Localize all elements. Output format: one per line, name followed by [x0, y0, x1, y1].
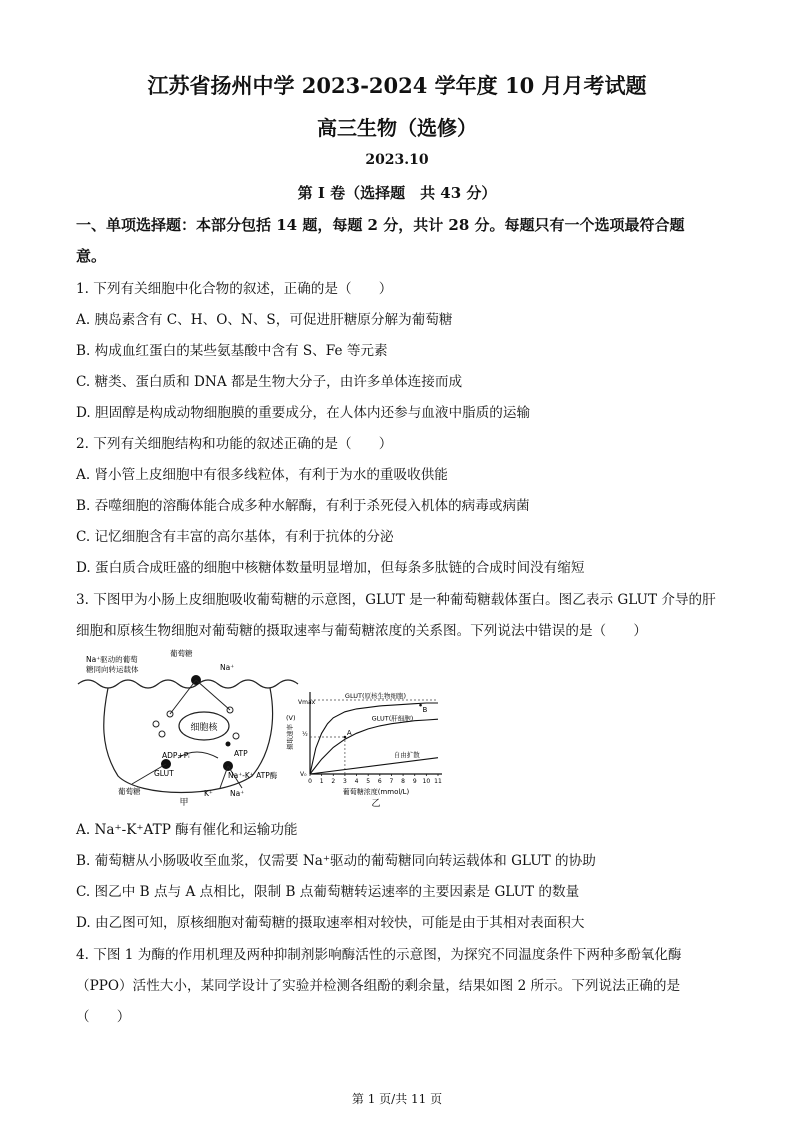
- point-a: [344, 736, 347, 739]
- q3-option-a: A. Na⁺-K⁺ATP 酶有催化和运输功能: [76, 822, 298, 838]
- q2-option-c: C. 记忆细胞含有丰富的高尔基体，有利于抗体的分泌: [76, 529, 394, 545]
- transporter-label-2: 糖同向转运载体: [86, 665, 139, 674]
- microvilli-membrane: [78, 680, 298, 688]
- x-tick-label: 9: [412, 778, 417, 785]
- series-line-1: [310, 703, 438, 774]
- series-label-3: 自由扩散: [393, 750, 420, 759]
- q2-option-d: D. 蛋白质合成旺盛的细胞中核糖体数量明显增加，但每条多肽链的合成时间没有缩短: [76, 560, 585, 576]
- tick-group: [308, 774, 442, 785]
- q3-option-d: D. 由乙图可知，原核细胞对葡萄糖的摄取速率相对较快，可能是由于其相对表面积大: [76, 915, 585, 931]
- glucose-bottom-label: 葡萄糖: [118, 787, 141, 796]
- y-half-label: ½: [302, 731, 308, 738]
- y-axis-prefix: (V): [286, 714, 296, 722]
- glucose-top-label: 葡萄糖: [170, 649, 193, 658]
- x-tick-label: 7: [389, 778, 394, 785]
- q4-stem-line2: （PPO）活性大小，某同学设计了实验并检测各组酚的剩余量，结果如图 2 所示。下列说法正确的是: [76, 978, 681, 994]
- q1-option-b: B. 构成血红蛋白的某些氨基酸中含有 S、Fe 等元素: [76, 343, 388, 359]
- q1-option-a: A. 胰岛素含有 C、H、O、N、S，可促进肝糖原分解为葡萄糖: [76, 312, 453, 328]
- grid-group: [310, 700, 438, 774]
- q3-stem-line1: 3. 下图甲为小肠上皮细胞吸收葡萄糖的示意图，GLUT 是一种葡萄糖载体蛋白。图乙表示 GLUT 介导的肝: [76, 592, 716, 608]
- x-tick-label: 10: [422, 778, 431, 785]
- figure-yi-caption: 乙: [371, 799, 381, 808]
- page-footer: 第 1 页/共 11 页: [351, 1092, 443, 1106]
- section-heading-line2: 意。: [76, 247, 107, 265]
- exam-subject: 高三生物（选修）: [317, 116, 477, 140]
- transporter-arrow-right: [196, 680, 230, 710]
- x-tick-label: 11: [434, 778, 442, 785]
- section-heading-line1: 一、单项选择题：本部分包括 14 题，每题 2 分，共计 28 分。每题只有一个选项最符合题: [76, 216, 685, 234]
- x-axis-label: 葡萄糖浓度(mmol/L): [342, 788, 410, 796]
- q3-stem-line2: 细胞和原核生物细胞对葡萄糖的摄取速率与葡萄糖浓度的关系图。下列说法中错误的是（ ）: [76, 623, 647, 639]
- glucose-symbol: [153, 721, 159, 727]
- series-label-2: GLUT(肝细胞): [371, 714, 414, 723]
- figure-yi-chart: [280, 680, 450, 808]
- q2-option-a: A. 肾小管上皮细胞中有很多线粒体，有利于为水的重吸收供能: [76, 467, 448, 483]
- exam-date: 2023.10: [365, 152, 429, 168]
- q4-stem-line1: 4. 下图 1 为酶的作用机理及两种抑制剂影响酶活性的示意图，为探究不同温度条件下两种多酚氧化酶: [76, 947, 682, 963]
- transporter-arrow-left: [170, 680, 196, 714]
- figure-jia-caption: 甲: [179, 798, 189, 808]
- q1-option-c: C. 糖类、蛋白质和 DNA 都是生物大分子，由许多单体连接而成: [76, 374, 463, 390]
- potassium-symbol: [226, 742, 231, 747]
- adp-label: ADP+Pᵢ: [162, 751, 190, 760]
- pump-arrow-k: [220, 766, 228, 788]
- sodium-bottom-label: Na⁺: [230, 789, 245, 798]
- volume-heading: 第 I 卷（选择题 共 43 分）: [297, 184, 497, 202]
- point-label-a: A: [346, 729, 352, 737]
- x-tick-label: 3: [342, 778, 347, 785]
- series-group: [310, 703, 438, 774]
- y-axis-label: 摄取速率: [286, 724, 294, 750]
- potassium-label: K⁺: [204, 789, 213, 798]
- nucleus-label: 细胞核: [190, 723, 218, 733]
- transporter-label-1: Na⁺驱动的葡萄: [86, 655, 138, 664]
- q2-stem: 2. 下列有关细胞结构和功能的叙述正确的是（ ）: [76, 436, 393, 452]
- sodium-symbol: [233, 733, 239, 739]
- point-label-b: B: [422, 706, 428, 715]
- x-tick-label: 0: [308, 778, 312, 785]
- glut-label: GLUT: [154, 769, 174, 778]
- q2-option-b: B. 吞噬细胞的溶酶体能合成多种水解酶，有利于杀死侵入机体的病毒或病菌: [76, 498, 530, 514]
- glucose-symbol: [159, 731, 165, 737]
- x-tick-label: 1: [319, 778, 324, 785]
- y-top-label: Vmax: [298, 699, 316, 706]
- x-tick-label: 5: [366, 778, 371, 785]
- series-label-1: GLUT(原核生物细胞): [344, 691, 407, 700]
- x-tick-label: 8: [401, 778, 406, 785]
- point-b: [419, 704, 422, 707]
- pump-label: Na⁺-K⁺ ATP酶: [228, 771, 278, 780]
- atp-label: ATP: [234, 749, 248, 758]
- exam-title: 江苏省扬州中学 2023-2024 学年度 10 月月考试题: [147, 73, 647, 98]
- y-origin-label: V₀: [300, 771, 307, 778]
- q3-option-b: B. 葡萄糖从小肠吸收至血浆，仅需要 Na⁺驱动的葡萄糖同向转运载体和 GLUT 的协助: [76, 853, 596, 869]
- x-tick-label: 6: [377, 778, 382, 785]
- q1-stem: 1. 下列有关细胞中化合物的叙述，正确的是（ ）: [76, 281, 393, 297]
- x-tick-label: 4: [354, 778, 359, 785]
- q1-option-d: D. 胆固醇是构成动物细胞膜的重要成分，在人体内还参与血液中脂质的运输: [76, 405, 531, 421]
- q3-option-c: C. 图乙中 B 点与 A 点相比，限制 B 点葡萄糖转运速率的主要因素是 GLUT 的数量: [76, 884, 580, 900]
- x-tick-label: 2: [331, 778, 336, 785]
- q4-stem-line3: （ ）: [76, 1009, 131, 1025]
- series-line-3: [310, 758, 438, 774]
- figure-jia: [70, 648, 310, 808]
- sodium-top-label: Na⁺: [220, 663, 235, 672]
